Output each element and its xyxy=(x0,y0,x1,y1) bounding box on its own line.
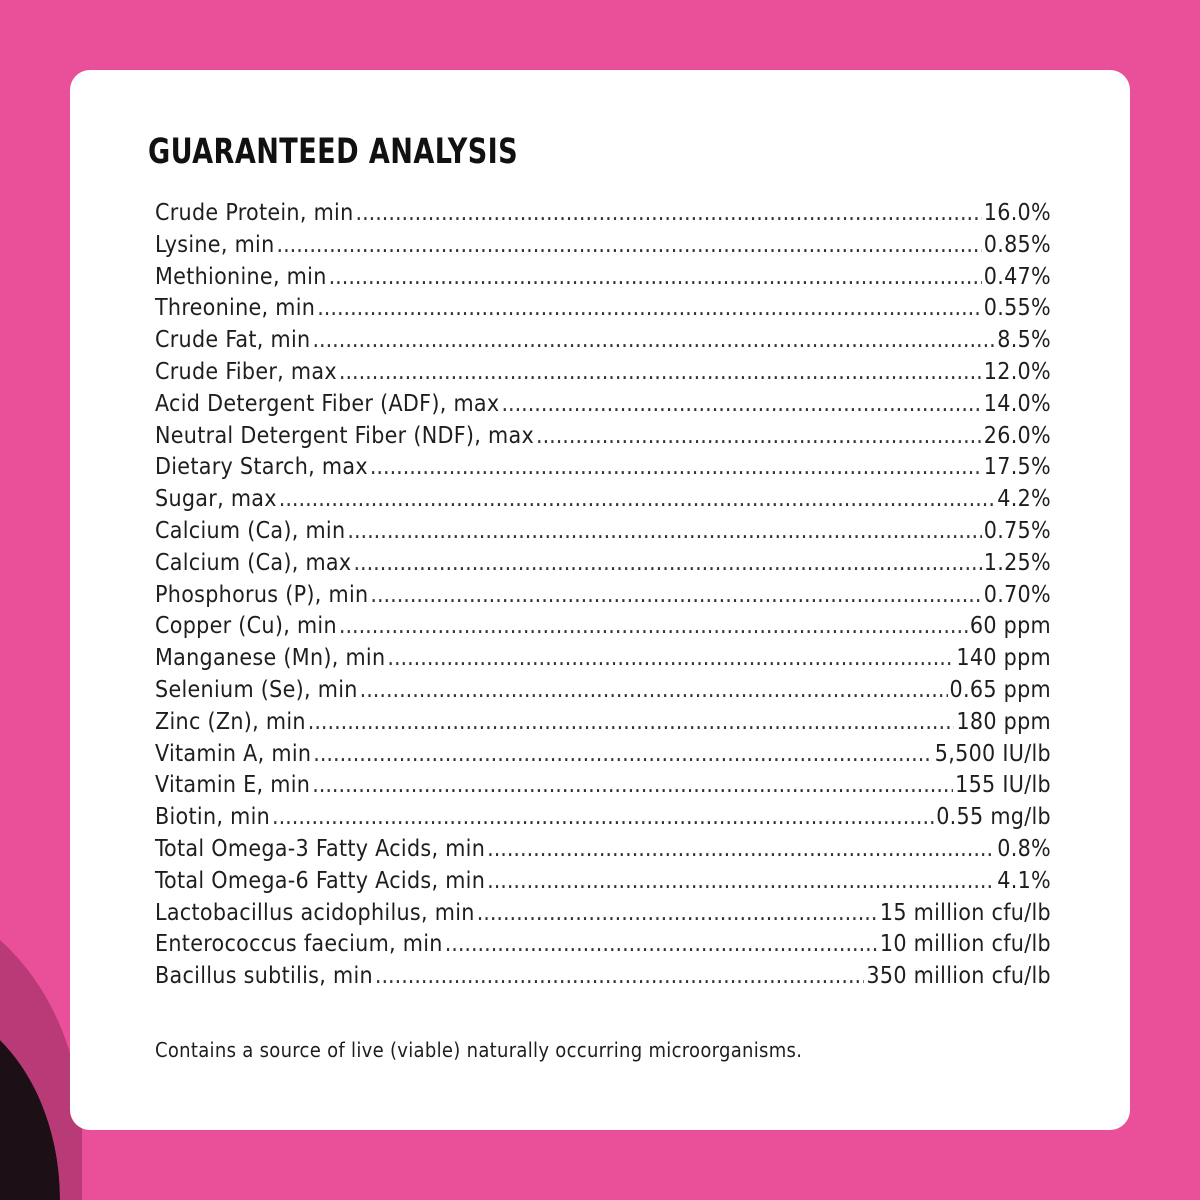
analysis-row xyxy=(155,739,1051,771)
analysis-row xyxy=(155,357,1051,389)
analysis-label: Biotin, min xyxy=(155,804,271,831)
analysis-value: 155 IU/lb xyxy=(955,772,1051,799)
analysis-row xyxy=(155,929,1051,961)
analysis-row xyxy=(155,675,1051,707)
dot-leader xyxy=(445,929,878,961)
analysis-value: 4.2% xyxy=(997,486,1051,513)
analysis-value: 140 ppm xyxy=(956,645,1051,672)
analysis-label: Selenium (Se), min xyxy=(155,676,358,703)
dot-leader xyxy=(387,643,954,675)
analysis-value: 5,500 IU/lb xyxy=(934,740,1051,767)
analysis-label: Total Omega-3 Fatty Acids, min xyxy=(155,835,486,862)
page-title: GUARANTEED ANALYSIS xyxy=(148,132,519,172)
dot-leader xyxy=(477,898,878,930)
analysis-row xyxy=(155,834,1051,866)
analysis-label: Calcium (Ca), max xyxy=(155,549,352,576)
analysis-row xyxy=(155,198,1051,230)
analysis-label: Vitamin E, min xyxy=(155,772,311,799)
analysis-row xyxy=(155,580,1051,612)
analysis-row xyxy=(155,770,1051,802)
dot-leader xyxy=(308,707,955,739)
analysis-row xyxy=(155,293,1051,325)
analysis-row xyxy=(155,484,1051,516)
analysis-value: 0.65 ppm xyxy=(949,676,1051,703)
analysis-value: 350 million cfu/lb xyxy=(866,963,1051,990)
analysis-label: Manganese (Mn), min xyxy=(155,645,386,672)
analysis-label: Neutral Detergent Fiber (NDF), max xyxy=(155,422,535,449)
analysis-label: Acid Detergent Fiber (ADF), max xyxy=(155,390,500,417)
analysis-label: Threonine, min xyxy=(155,295,316,322)
dot-leader xyxy=(317,293,982,325)
analysis-label: Dietary Starch, max xyxy=(155,454,368,481)
analysis-label: Sugar, max xyxy=(155,486,277,513)
analysis-row xyxy=(155,516,1051,548)
dot-leader xyxy=(487,866,995,898)
analysis-row xyxy=(155,230,1051,262)
dot-leader xyxy=(312,770,953,802)
analysis-value: 15 million cfu/lb xyxy=(879,899,1051,926)
analysis-value: 10 million cfu/lb xyxy=(879,931,1051,958)
analysis-label: Methionine, min xyxy=(155,263,327,290)
dot-leader xyxy=(313,739,933,771)
analysis-value: 60 ppm xyxy=(969,613,1051,640)
analysis-value: 0.70% xyxy=(983,581,1051,608)
analysis-label: Crude Fat, min xyxy=(155,327,311,354)
analysis-value: 26.0% xyxy=(983,422,1051,449)
analysis-row xyxy=(155,643,1051,675)
dot-leader xyxy=(487,834,995,866)
analysis-row xyxy=(155,961,1051,993)
dot-leader xyxy=(329,262,982,294)
dot-leader xyxy=(501,389,981,421)
dot-leader xyxy=(370,580,981,612)
analysis-row xyxy=(155,262,1051,294)
analysis-row xyxy=(155,898,1051,930)
analysis-value: 0.55 mg/lb xyxy=(936,804,1051,831)
dot-leader xyxy=(339,357,982,389)
analysis-row xyxy=(155,389,1051,421)
analysis-card xyxy=(70,70,1130,1130)
dot-leader xyxy=(536,421,982,453)
analysis-value: 0.85% xyxy=(983,231,1051,258)
dot-leader xyxy=(360,675,948,707)
analysis-value: 0.8% xyxy=(997,835,1051,862)
analysis-value: 1.25% xyxy=(983,549,1051,576)
analysis-row xyxy=(155,421,1051,453)
analysis-value: 8.5% xyxy=(997,327,1051,354)
analysis-label: Bacillus subtilis, min xyxy=(155,963,373,990)
analysis-label: Copper (Cu), min xyxy=(155,613,337,640)
analysis-list xyxy=(155,198,1051,993)
analysis-value: 16.0% xyxy=(983,200,1051,226)
analysis-row xyxy=(155,325,1051,357)
analysis-value: 0.55% xyxy=(983,295,1051,322)
analysis-value: 0.47% xyxy=(983,263,1051,290)
analysis-label: Lysine, min xyxy=(155,231,275,258)
analysis-value: 4.1% xyxy=(997,867,1051,894)
dot-leader xyxy=(279,484,995,516)
analysis-row xyxy=(155,452,1051,484)
dot-leader xyxy=(312,325,995,357)
footnote: Contains a source of live (viable) naturally occurring microorganisms. xyxy=(155,1038,803,1062)
analysis-label: Phosphorus (P), min xyxy=(155,581,369,608)
analysis-row xyxy=(155,802,1051,834)
analysis-label: Enterococcus faecium, min xyxy=(155,931,443,958)
dot-leader xyxy=(339,611,968,643)
analysis-label: Calcium (Ca), min xyxy=(155,517,346,544)
dot-leader xyxy=(353,548,981,580)
dot-leader xyxy=(375,961,864,993)
dot-leader xyxy=(370,452,982,484)
analysis-row xyxy=(155,548,1051,580)
analysis-value: 180 ppm xyxy=(956,708,1051,735)
analysis-value: 0.75% xyxy=(983,517,1051,544)
analysis-value: 14.0% xyxy=(983,390,1051,417)
dot-leader xyxy=(277,230,982,262)
analysis-label: Crude Protein, min xyxy=(155,200,354,226)
dot-leader xyxy=(356,198,982,230)
analysis-label: Vitamin A, min xyxy=(155,740,312,767)
analysis-row xyxy=(155,707,1051,739)
analysis-value: 12.0% xyxy=(983,358,1051,385)
analysis-row xyxy=(155,866,1051,898)
analysis-label: Crude Fiber, max xyxy=(155,358,337,385)
analysis-label: Total Omega-6 Fatty Acids, min xyxy=(155,867,486,894)
analysis-row xyxy=(155,611,1051,643)
dot-leader xyxy=(272,802,934,834)
analysis-value: 17.5% xyxy=(983,454,1051,481)
dot-leader xyxy=(347,516,981,548)
analysis-label: Zinc (Zn), min xyxy=(155,708,306,735)
analysis-label: Lactobacillus acidophilus, min xyxy=(155,899,475,926)
